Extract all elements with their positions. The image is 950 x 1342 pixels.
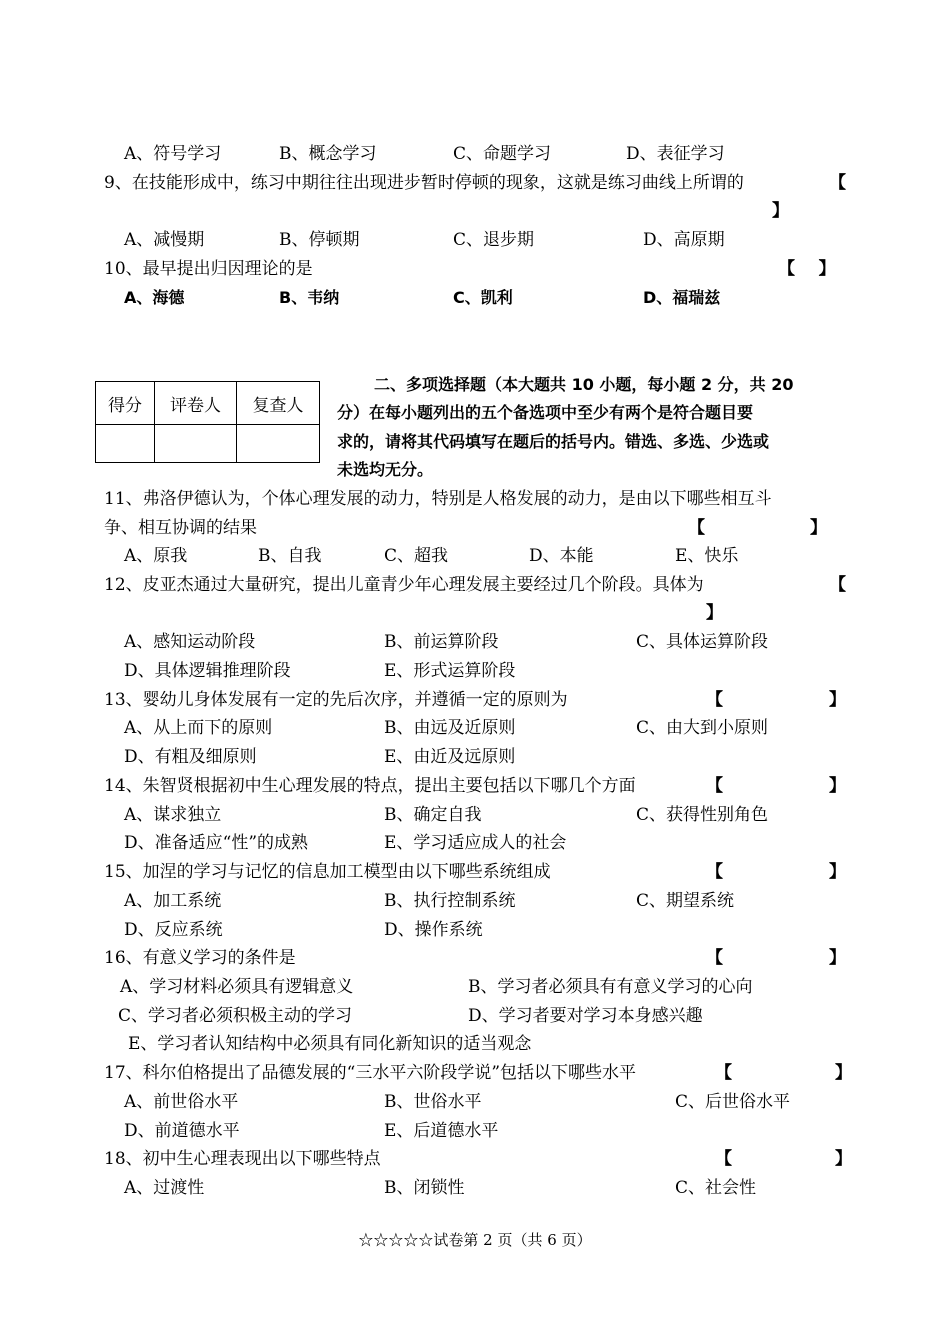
q12-bracket-close: 】 (706, 603, 723, 623)
q17-option-d: D、前道德水平 (124, 1121, 240, 1141)
q13-option-c: C、由大到小原则 (636, 718, 769, 738)
q17-option-c: C、后世俗水平 (675, 1092, 791, 1112)
q14-option-d: D、准备适应“性”的成熟 (124, 833, 309, 853)
q15-option-e: D、操作系统 (384, 920, 483, 940)
q13-bracket-open: 【 (706, 690, 723, 710)
q15-bracket-close: 】 (829, 862, 846, 882)
q11-option-e: E、快乐 (675, 546, 739, 566)
score-table (95, 381, 320, 463)
q11-stem-line1: 11、弗洛伊德认为，个体心理发展的动力，特别是人格发展的动力，是由以下哪些相互斗 (104, 489, 772, 509)
q10-option-d: D、福瑞兹 (643, 288, 721, 307)
score-cell-score[interactable] (96, 425, 155, 463)
q16-bracket-close: 】 (829, 948, 846, 968)
section2-line1: 二、多项选择题（本大题共 10 小题，每小题 2 分，共 20 (374, 375, 794, 394)
q17-option-a: A、前世俗水平 (124, 1092, 239, 1112)
q18-option-b: B、闭锁性 (384, 1178, 465, 1198)
q14-stem: 14、朱智贤根据初中生心理发展的特点，提出主要包括以下哪几个方面 (104, 776, 636, 796)
q15-stem: 15、加涅的学习与记忆的信息加工模型由以下哪些系统组成 (104, 862, 551, 882)
q15-option-b: B、执行控制系统 (384, 891, 516, 911)
q9-stem: 9、在技能形成中，练习中期往往出现进步暂时停顿的现象，这就是练习曲线上所谓的 (104, 173, 744, 193)
section2-line4: 未选均无分。 (337, 460, 434, 479)
q13-option-e: E、由近及远原则 (384, 747, 516, 767)
q16-stem: 16、有意义学习的条件是 (104, 948, 296, 968)
q15-option-d: D、反应系统 (124, 920, 223, 940)
q17-bracket-close: 】 (835, 1063, 852, 1083)
q13-stem: 13、婴幼儿身体发展有一定的先后次序，并遵循一定的原则为 (104, 690, 568, 710)
q8-option-a: A、符号学习 (124, 144, 222, 164)
q9-bracket-open: 【 (829, 173, 846, 193)
q10-stem: 10、最早提出归因理论的是 (104, 259, 313, 279)
q14-bracket-close: 】 (829, 776, 846, 796)
q11-option-c: C、超我 (384, 546, 449, 566)
section2-line2: 分）在每小题列出的五个备选项中至少有两个是符合题目要 (337, 403, 754, 422)
q8-option-c: C、命题学习 (453, 144, 552, 164)
q15-bracket-open: 【 (706, 862, 723, 882)
q16-option-e: E、学习者认知结构中必须具有同化新知识的适当观念 (128, 1034, 532, 1054)
q13-bracket-close: 】 (829, 690, 846, 710)
q10-option-a: A、海德 (124, 288, 185, 307)
q16-option-d: D、学习者要对学习本身感兴趣 (468, 1006, 703, 1026)
q9-option-c: C、退步期 (453, 230, 535, 250)
page-footer: ☆☆☆☆☆试卷第 2 页（共 6 页） (358, 1231, 592, 1249)
q18-bracket-close: 】 (835, 1149, 852, 1169)
q17-bracket-open: 【 (715, 1063, 732, 1083)
q11-option-d: D、本能 (529, 546, 594, 566)
q12-option-c: C、具体运算阶段 (636, 632, 769, 652)
q16-option-a: A、学习材料必须具有逻辑意义 (120, 977, 354, 997)
q8-option-b: B、概念学习 (279, 144, 377, 164)
q14-bracket-open: 【 (706, 776, 723, 796)
q18-option-c: C、社会性 (675, 1178, 757, 1198)
q17-option-e: E、后道德水平 (384, 1121, 499, 1141)
q11-bracket-close: 】 (810, 518, 827, 538)
q15-option-c: C、期望系统 (636, 891, 735, 911)
score-header-grader: 评卷人 (155, 382, 237, 425)
q18-stem: 18、初中生心理表现出以下哪些特点 (104, 1149, 381, 1169)
q12-option-a: A、感知运动阶段 (124, 632, 256, 652)
q12-option-d: D、具体逻辑推理阶段 (124, 661, 291, 681)
q12-stem: 12、皮亚杰通过大量研究，提出儿童青少年心理发展主要经过几个阶段。具体为 (104, 575, 704, 595)
q13-option-a: A、从上而下的原则 (124, 718, 273, 738)
q9-bracket-close: 】 (772, 201, 789, 221)
q12-option-b: B、前运算阶段 (384, 632, 499, 652)
score-cell-reviewer[interactable] (237, 425, 320, 463)
section2-line3: 求的，请将其代码填写在题后的括号内。错选、多选、少选或 (337, 432, 770, 451)
q11-bracket-open: 【 (688, 518, 705, 538)
q16-bracket-open: 【 (706, 948, 723, 968)
q18-option-a: A、过渡性 (124, 1178, 205, 1198)
q12-bracket-open: 【 (829, 575, 846, 595)
q16-option-c: C、学习者必须积极主动的学习 (118, 1006, 353, 1026)
q10-brackets: 【 】 (778, 259, 836, 279)
score-header-score: 得分 (96, 382, 155, 425)
q14-option-c: C、获得性别角色 (636, 805, 769, 825)
q17-option-b: B、世俗水平 (384, 1092, 482, 1112)
q13-option-d: D、有粗及细原则 (124, 747, 257, 767)
q14-option-e: E、学习适应成人的社会 (384, 833, 567, 853)
q9-option-b: B、停顿期 (279, 230, 360, 250)
score-header-reviewer: 复查人 (237, 382, 320, 425)
q8-option-d: D、表征学习 (626, 144, 725, 164)
q14-option-b: B、确定自我 (384, 805, 482, 825)
q9-option-d: D、高原期 (643, 230, 725, 250)
q11-option-a: A、原我 (124, 546, 188, 566)
q10-option-c: C、凯利 (453, 288, 513, 307)
q13-option-b: B、由远及近原则 (384, 718, 516, 738)
q11-option-b: B、自我 (258, 546, 322, 566)
q9-option-a: A、减慢期 (124, 230, 205, 250)
q10-option-b: B、韦纳 (279, 288, 340, 307)
q17-stem: 17、科尔伯格提出了品德发展的“三水平六阶段学说”包括以下哪些水平 (104, 1063, 637, 1083)
q18-bracket-open: 【 (715, 1149, 732, 1169)
q15-option-a: A、加工系统 (124, 891, 222, 911)
q16-option-b: B、学习者必须具有有意义学习的心向 (468, 977, 753, 997)
q12-option-e: E、形式运算阶段 (384, 661, 516, 681)
score-cell-grader[interactable] (155, 425, 237, 463)
q11-stem-line2: 争、相互协调的结果 (104, 518, 257, 538)
q14-option-a: A、谋求独立 (124, 805, 222, 825)
